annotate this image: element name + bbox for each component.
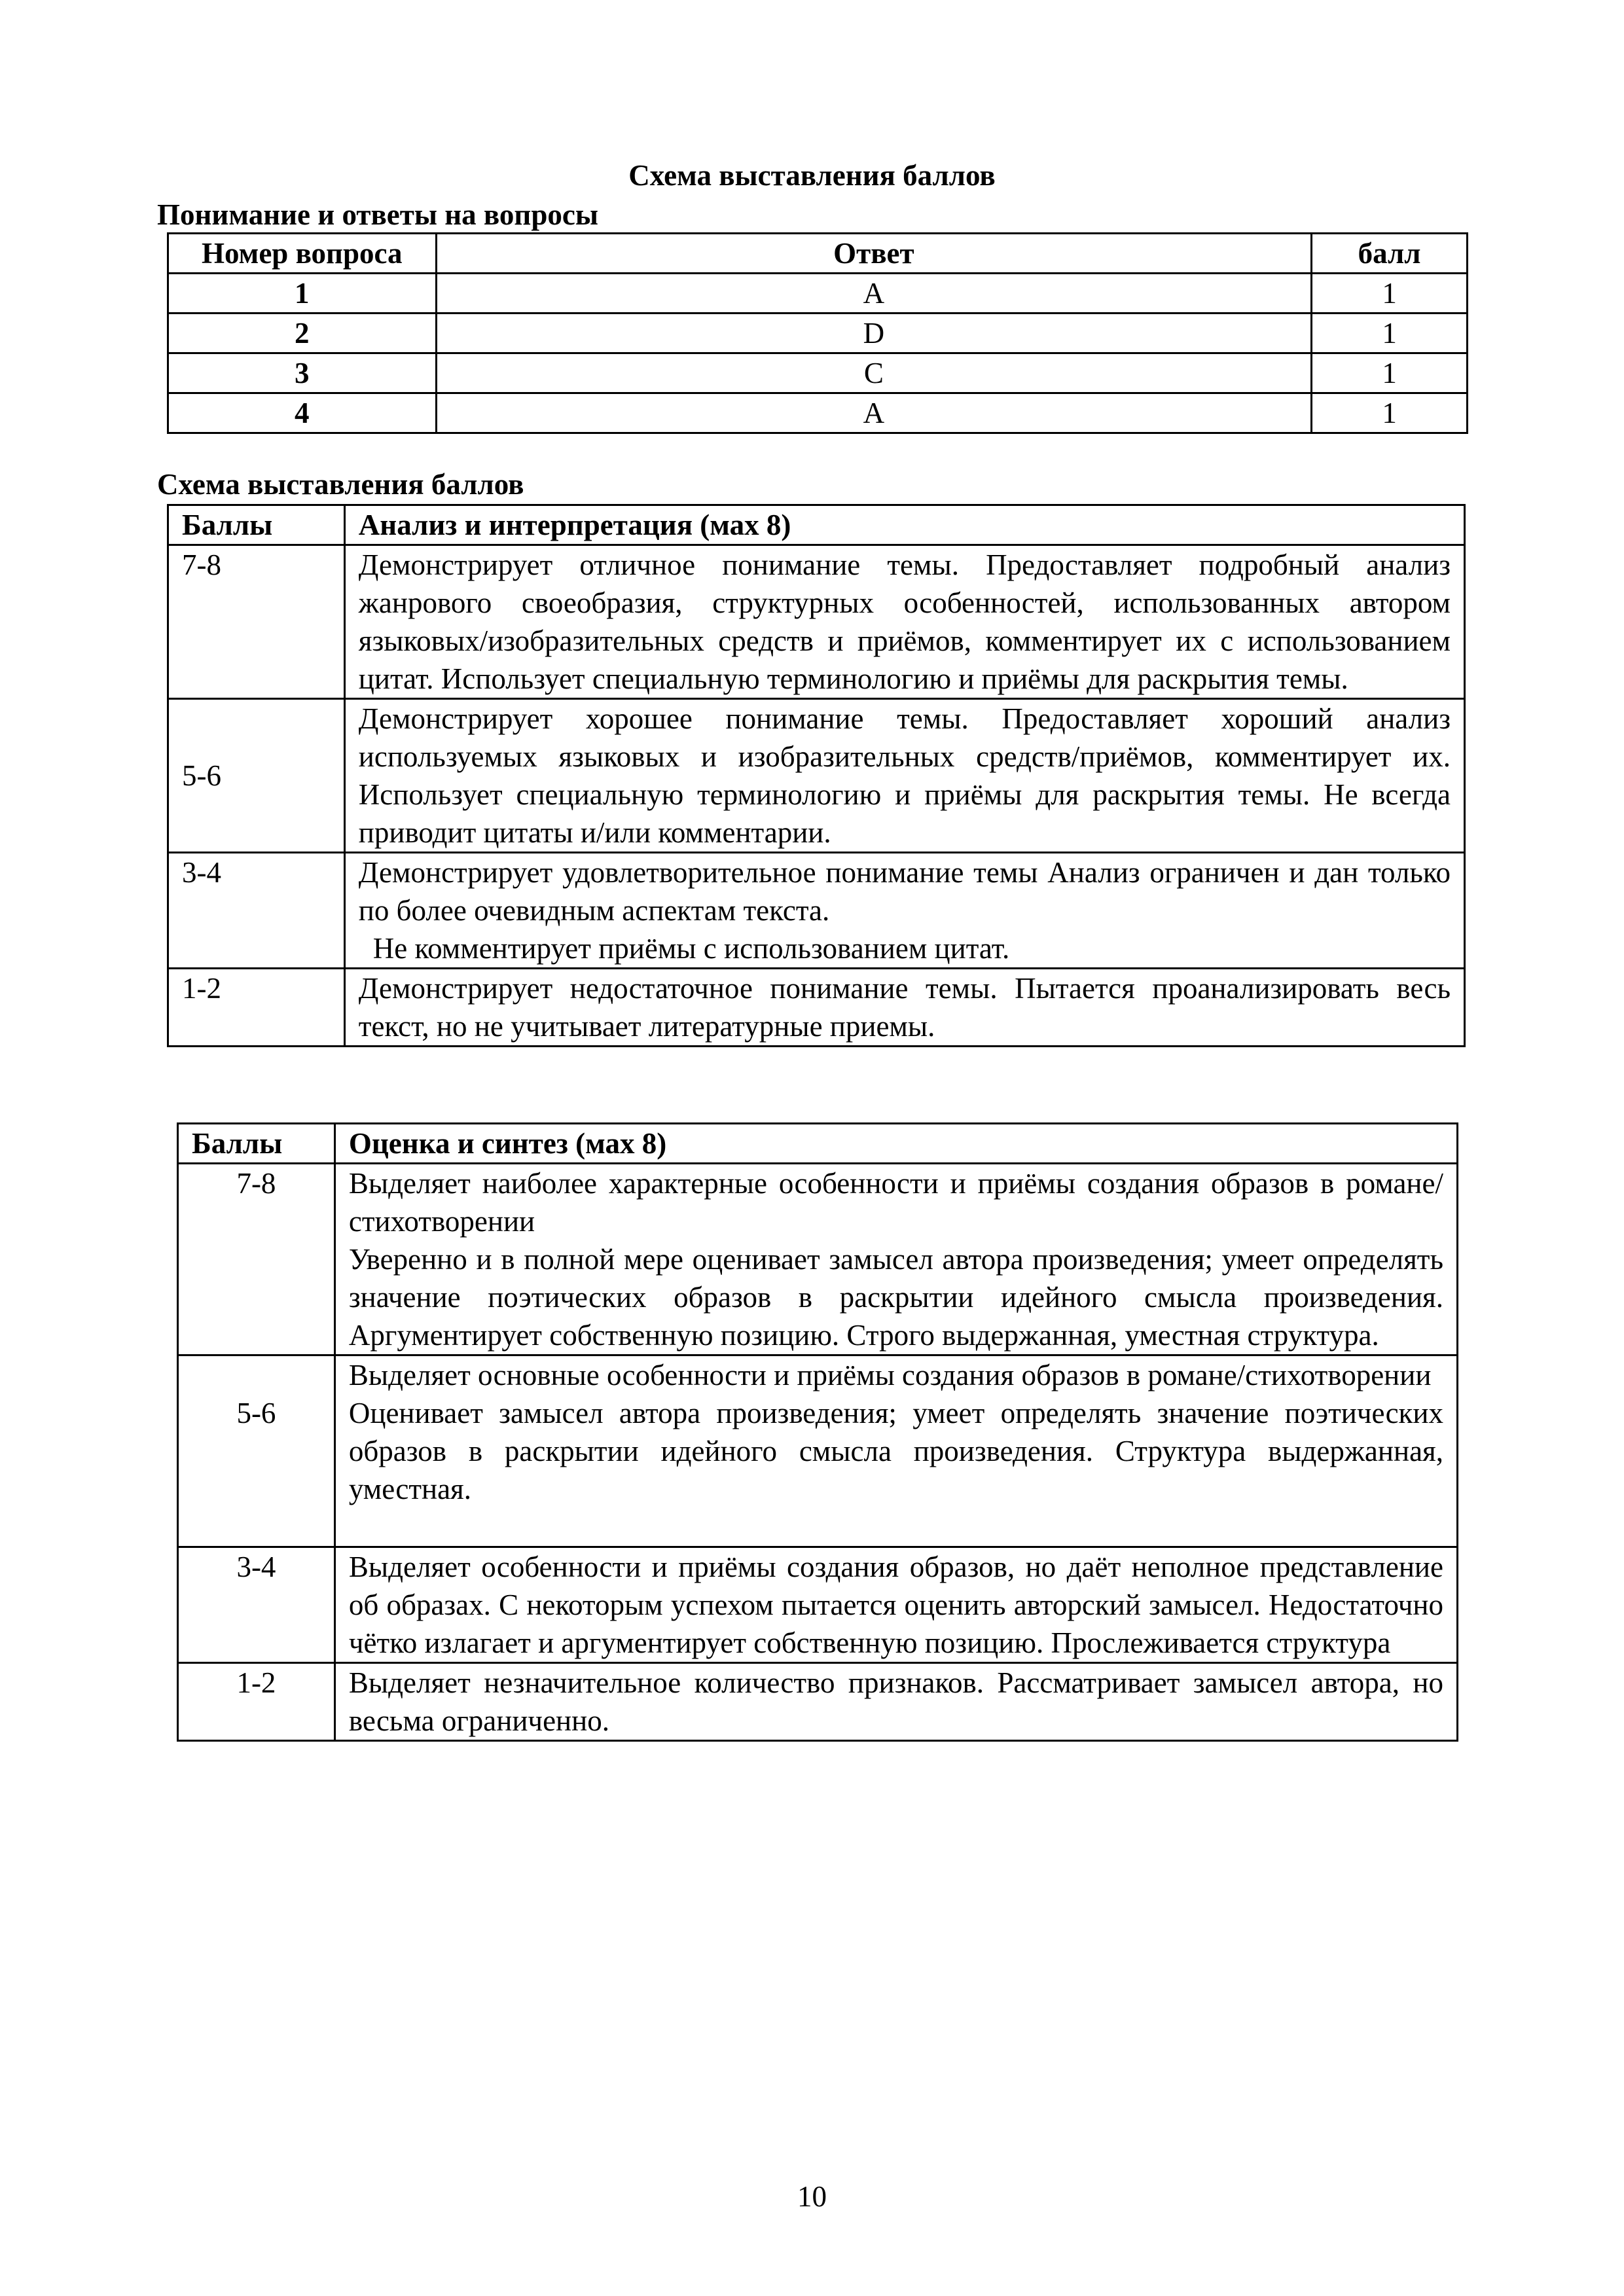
section-heading-rubric: Схема выставления баллов [157, 468, 524, 501]
criteria-description: Выделяет особенности и приёмы создания образов, но даёт неполное представление об образах. С некоторым успехом пытается оценить авторский замысел. Недостаточно чётко излагает и аргументирует собственную позицию. Прослеживается структура [334, 1547, 1457, 1663]
column-header: Оценка и синтез (мах 8) [334, 1124, 1457, 1164]
score-range: 3-4 [168, 853, 345, 969]
column-header: балл [1312, 234, 1468, 274]
question-number: 4 [168, 393, 437, 433]
page-number: 10 [797, 2180, 827, 2213]
answer-cell: A [436, 274, 1312, 314]
table-row [178, 1164, 1458, 1355]
table-row [168, 314, 1468, 353]
question-number: 1 [168, 274, 437, 314]
table-row [168, 699, 1465, 853]
answers-header-row [168, 234, 1468, 274]
table-row [168, 274, 1468, 314]
table-row [168, 545, 1465, 699]
question-number: 3 [168, 353, 437, 393]
score-cell: 1 [1312, 314, 1468, 353]
criteria-description [334, 1164, 1457, 1355]
criteria-description: Демонстрирует хорошее понимание темы. Предоставляет хороший анализ используемых языковых и изобразительных средств/приёмов, комментирует их. Использует специальную терминологию и приёмы для раскрытия темы. Не всегда приводит цитаты и/или комментарии. [344, 699, 1464, 853]
score-range: 1-2 [168, 969, 345, 1047]
table-row [168, 969, 1465, 1047]
column-header: Анализ и интерпретация (мах 8) [344, 505, 1464, 545]
table-row [168, 853, 1465, 969]
section-heading-answers: Понимание и ответы на вопросы [157, 198, 598, 231]
criteria-description: Выделяет незначительное количество признаков. Рассматривает замысел автора, но весьма ограниченно. [334, 1663, 1457, 1741]
criteria-description [344, 853, 1464, 969]
question-number: 2 [168, 314, 437, 353]
table-row [168, 393, 1468, 433]
answer-cell: C [436, 353, 1312, 393]
score-range: 1-2 [178, 1663, 335, 1741]
analysis-rubric-table [167, 504, 1466, 1047]
answers-table [167, 232, 1468, 434]
answer-cell: D [436, 314, 1312, 353]
column-header: Номер вопроса [168, 234, 437, 274]
table-row [168, 353, 1468, 393]
criteria-description [334, 1355, 1457, 1547]
criteria-text: Демонстрирует удовлетворительное понимание темы Анализ ограничен и дан только по более очевидным аспектам текста. [358, 856, 1451, 927]
criteria-text: Оценивает замысел автора произведения; умеет определять значение поэтических образов в раскрытии идейного смысла произведения. Структура выдержанная, уместная. [348, 1397, 1443, 1505]
score-cell: 1 [1312, 274, 1468, 314]
criteria-description: Демонстрирует отличное понимание темы. Предоставляет подробный анализ жанрового своеобразия, структурных особенностей, использованных автором языковых/изобразительных средств и приёмов, комментирует их с использованием цитат. Использует специальную терминологию и приёмы для раскрытия темы. [344, 545, 1464, 699]
score-range: 7-8 [178, 1164, 335, 1355]
score-range: 5-6 [178, 1355, 335, 1547]
criteria-description: Демонстрирует недостаточное понимание темы. Пытается проанализировать весь текст, но не учитывает литературные приемы. [344, 969, 1464, 1047]
criteria-text: Выделяет наиболее характерные особенности и приёмы создания образов в романе/стихотворении [348, 1167, 1443, 1238]
synthesis-header-row [178, 1124, 1458, 1164]
answer-cell: A [436, 393, 1312, 433]
column-header: Баллы [178, 1124, 335, 1164]
score-cell: 1 [1312, 393, 1468, 433]
score-range: 5-6 [168, 699, 345, 853]
column-header: Ответ [436, 234, 1312, 274]
table-row [178, 1355, 1458, 1547]
page-title: Схема выставления баллов [628, 159, 996, 192]
criteria-text: Выделяет основные особенности и приёмы создания образов в романе/стихотворении [348, 1359, 1432, 1391]
score-range: 7-8 [168, 545, 345, 699]
analysis-header-row [168, 505, 1465, 545]
table-row [178, 1547, 1458, 1663]
score-cell: 1 [1312, 353, 1468, 393]
criteria-text: Уверенно и в полной мере оценивает замысел автора произведения; умеет определять значение поэтических образов в раскрытии идейного смысла произведения. Аргументирует собственную позицию. Строго выдержанная, уместная структура. [348, 1243, 1443, 1352]
column-header: Баллы [168, 505, 345, 545]
table-row [178, 1663, 1458, 1741]
criteria-text: Не комментирует приёмы с использованием цитат. [372, 932, 1010, 965]
score-range: 3-4 [178, 1547, 335, 1663]
synthesis-rubric-table [177, 1122, 1458, 1742]
